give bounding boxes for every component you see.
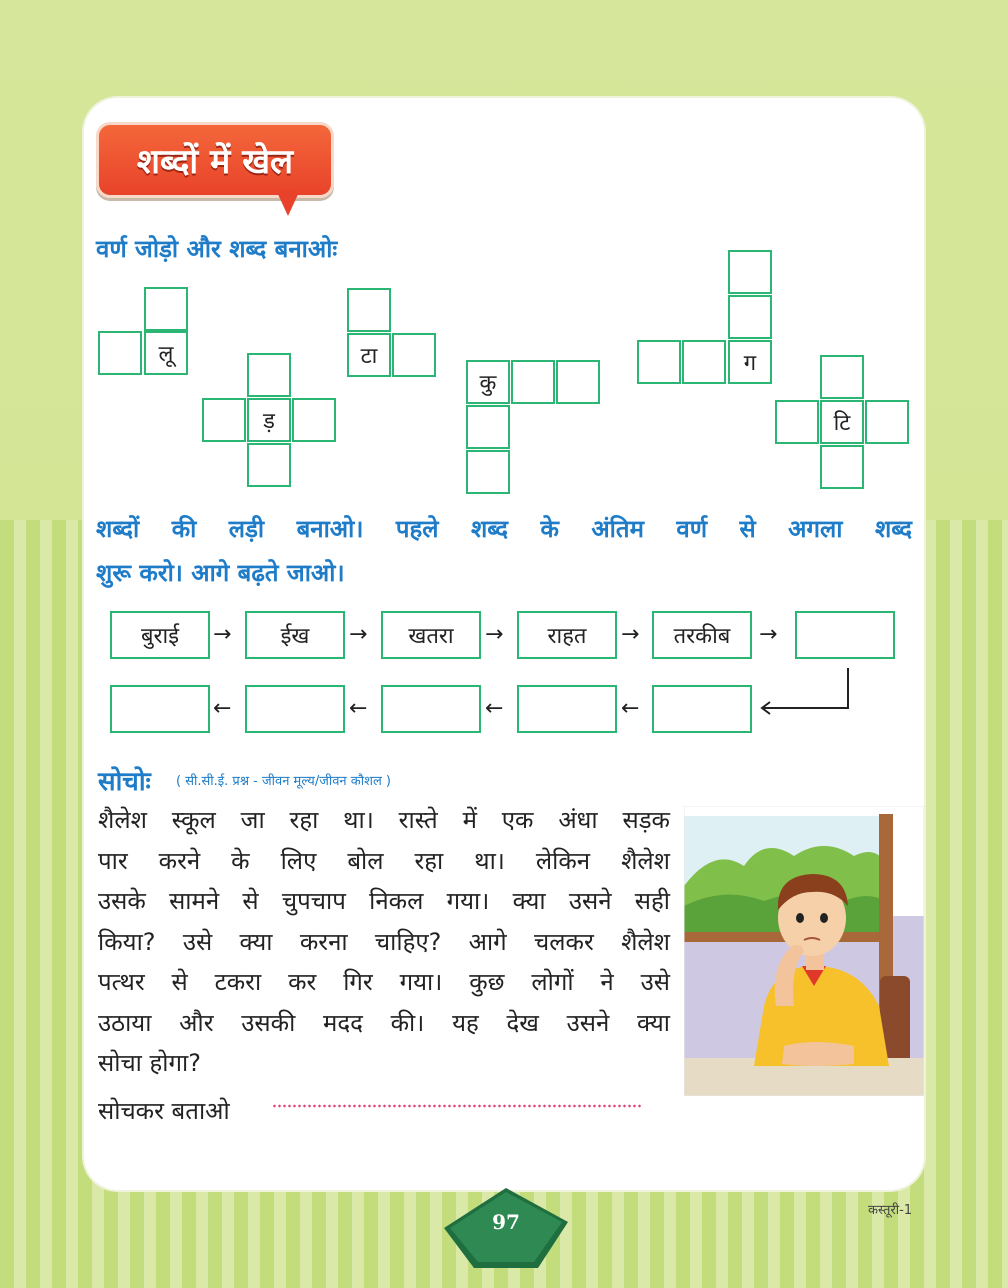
chain-answer-box[interactable] — [652, 685, 752, 733]
puzzle-cell: टि — [820, 400, 864, 444]
arrow-left-icon: ← — [213, 696, 232, 721]
section1-instruction: वर्ण जोड़ो और शब्द बनाओः — [96, 235, 338, 263]
story-line: शैलेश स्कूल जा रहा था। रास्ते में एक अंधा सड़क — [98, 806, 670, 834]
puzzle-cell[interactable] — [728, 250, 772, 294]
page-number-badge — [444, 1188, 568, 1268]
puzzle-cell[interactable] — [247, 353, 291, 397]
puzzle-cell[interactable] — [247, 443, 291, 487]
think-label: सोचोः — [98, 767, 151, 797]
story-line: सोचा होगा? — [98, 1049, 201, 1077]
puzzle-cell[interactable] — [347, 288, 391, 332]
page-number: 97 — [492, 1210, 520, 1234]
story-line: उसके सामने से चुपचाप निकल गया। क्या उसने सही — [98, 887, 670, 915]
story-line: किया? उसे क्या करना चाहिए? आगे चलकर शैलेश — [98, 927, 670, 956]
thinking-boy-illustration — [684, 806, 924, 1096]
story-line: पत्थर से टकरा कर गिर गया। कुछ लोगों ने उसे — [98, 968, 670, 996]
story-line: उठाया और उसकी मदद की। यह देख उसने क्या — [98, 1008, 670, 1037]
puzzle-cell[interactable] — [292, 398, 336, 442]
arrow-right-icon: → — [485, 622, 504, 647]
puzzle-cell[interactable] — [466, 450, 510, 494]
arrow-right-icon: → — [759, 622, 778, 647]
puzzle-cell: लू — [144, 331, 188, 375]
arrow-right-icon: → — [349, 622, 368, 647]
puzzle-cell[interactable] — [682, 340, 726, 384]
answer-dotted-line[interactable] — [272, 1104, 642, 1108]
answer-prompt-label: सोचकर बताओ — [98, 1097, 230, 1125]
chain-word-box: बुराई — [110, 611, 210, 659]
puzzle-cell[interactable] — [511, 360, 555, 404]
puzzle-cell[interactable] — [865, 400, 909, 444]
chain-answer-box[interactable] — [795, 611, 895, 659]
puzzle-cell: ड़ — [247, 398, 291, 442]
arrow-left-icon: ← — [485, 696, 504, 721]
puzzle-cell[interactable] — [775, 400, 819, 444]
chain-word-box: तरकीब — [652, 611, 752, 659]
arrow-left-icon: ← — [349, 696, 368, 721]
story-paragraph — [98, 800, 670, 1084]
arrow-right-icon: → — [213, 622, 232, 647]
book-name: कस्तूरी-1 — [868, 1203, 913, 1218]
section2-instruction-line1: शब्दों की लड़ी बनाओ। पहले शब्द के अंतिम वर्ण से अगला शब्द — [96, 515, 912, 543]
chain-word-box: राहत — [517, 611, 617, 659]
chain-answer-box[interactable] — [245, 685, 345, 733]
arrow-right-icon: → — [621, 622, 640, 647]
puzzle-cell: टा — [347, 333, 391, 377]
puzzle-cell[interactable] — [556, 360, 600, 404]
chain-word-box: खतरा — [381, 611, 481, 659]
puzzle-cell[interactable] — [637, 340, 681, 384]
title-badge — [96, 122, 334, 198]
puzzle-cell[interactable] — [144, 287, 188, 331]
puzzle-cell[interactable] — [202, 398, 246, 442]
puzzle-cell: ग — [728, 340, 772, 384]
puzzle-cell[interactable] — [392, 333, 436, 377]
page-title: शब्दों में खेल — [136, 142, 294, 182]
story-line: पार करने के लिए बोल रहा था। लेकिन शैलेश — [98, 846, 670, 875]
section2-instruction-line2: शुरू करो। आगे बढ़ते जाओ। — [96, 559, 345, 587]
puzzle-cell[interactable] — [466, 405, 510, 449]
chain-word-box: ईख — [245, 611, 345, 659]
chain-answer-box[interactable] — [381, 685, 481, 733]
chain-connector — [758, 668, 858, 718]
chain-answer-box[interactable] — [517, 685, 617, 733]
puzzle-cell[interactable] — [820, 355, 864, 399]
puzzle-cell[interactable] — [728, 295, 772, 339]
think-note: ( सी.सी.ई. प्रश्न - जीवन मूल्य/जीवन कौशल ) — [176, 774, 391, 789]
puzzle-cell[interactable] — [98, 331, 142, 375]
arrow-left-icon: ← — [621, 696, 640, 721]
title-badge-tail — [276, 190, 300, 216]
puzzle-cell[interactable] — [820, 445, 864, 489]
chain-answer-box[interactable] — [110, 685, 210, 733]
puzzle-cell: कु — [466, 360, 510, 404]
